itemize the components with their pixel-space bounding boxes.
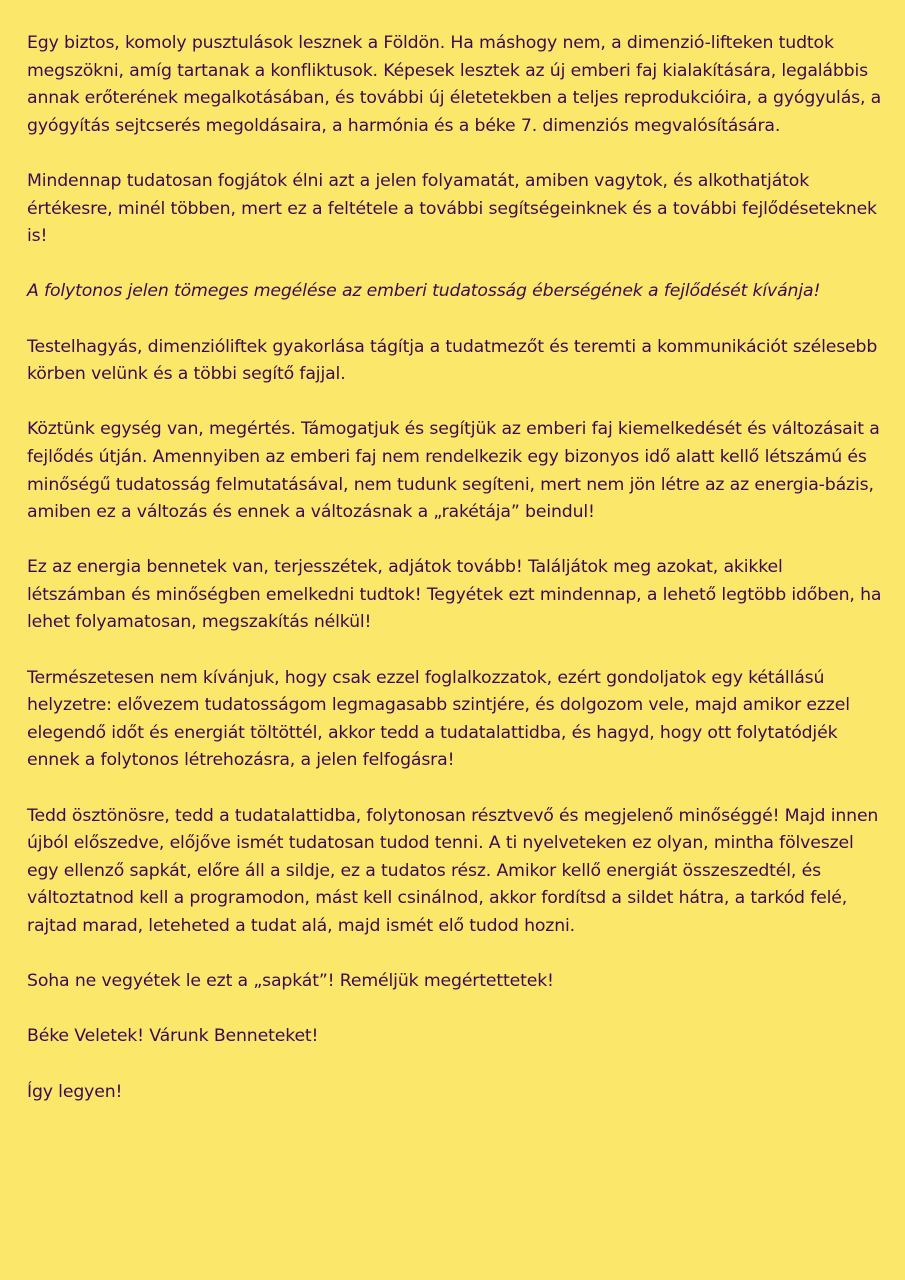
paragraph-6: Ez az energia bennetek van, terjesszétek, adjátok tovább! Találjátok meg azokat, akikkel létszámban és minőségben emelkedni tudtok! Tegyétek ezt mindennap, a lehető legtöbb időben, ha lehet folyamatosan, megszakítás nélkül!: [27, 557, 882, 633]
document-body: [27, 30, 882, 1134]
paragraph-7: Természetesen nem kívánjuk, hogy csak ezzel foglalkozzatok, ezért gondoljatok egy kétállású helyzetre: elővezem tudatosságom legmagasabb szintjére, és dolgozom vele, majd amikor ezzel elegendő időt és energiát töltöttél, akkor tedd a tudatalattidba, és hagyd, hogy ott folytatódjék ennek a folytonos létrehozásra, a jelen felfogásra!: [27, 667, 850, 771]
paragraph-8: Tedd ösztönösre, tedd a tudatalattidba, folytonosan résztvevő és megjelenő minőséggé! Majd innen újból előszedve, előjőve ismét tudatosan tudod tenni. A ti nyelveteken ez olyan, mintha fölveszel egy ellenző sapkát, előre áll a sildje, ez a tudatos rész. Amikor kellő energiát összeszedtél, és változtatnod kell a programodon, mást kell csinálnod, akkor fordítsd a sildet hátra, a tarkód felé, rajtad marad, leteheted a tudat alá, majd ismét elő tudod hozni.: [27, 805, 879, 936]
paragraph-9: Soha ne vegyétek le ezt a „sapkát”! Reméljük megértettetek!: [27, 971, 554, 992]
paragraph-11: Így legyen!: [27, 1081, 123, 1102]
paragraph-1: Egy biztos, komoly pusztulások lesznek a Földön. Ha máshogy nem, a dimenzió-lifteken tudtok megszökni, amíg tartanak a konfliktusok. Képesek lesztek az új emberi faj kialakítására, legalábbis annak erőterének megalkotásában, és további új életetekben a teljes reprodukcióira, a gyógyulás, a gyógyítás sejtcserés megoldásaira, a harmónia és a béke 7. dimenziós megvalósítására.: [27, 33, 882, 136]
paragraph-5: Köztünk egység van, megértés. Támogatjuk és segítjük az emberi faj kiemelkedését és változásait a fejlődés útján. Amennyiben az emberi faj nem rendelkezik egy bizonyos idő alatt kellő létszámú és minőségű tudatosság felmutatásával, nem tudunk segíteni, mert nem jön létre az az energia-bázis, amiben ez a változás és ennek a változásnak a „rakétája” beindul!: [27, 419, 880, 523]
paragraph-2: Mindennap tudatosan fogjátok élni azt a jelen folyamatát, amiben vagytok, és alkothatjátok értékesre, minél többen, mert ez a feltétele a további segítségeinknek és a további fejlődéseteknek is!: [27, 170, 877, 247]
paragraph-10: Béke Veletek! Várunk Benneteket!: [27, 1026, 319, 1047]
paragraph-4: Testelhagyás, dimenzióliftek gyakorlása tágítja a tudatmezőt és teremti a kommunikációt szélesebb körben velünk és a többi segítő fajjal.: [27, 336, 878, 385]
paragraph-3-emphasis: A folytonos jelen tömeges megélése az emberi tudatosság éberségének a fejlődését kívánja!: [27, 281, 821, 302]
